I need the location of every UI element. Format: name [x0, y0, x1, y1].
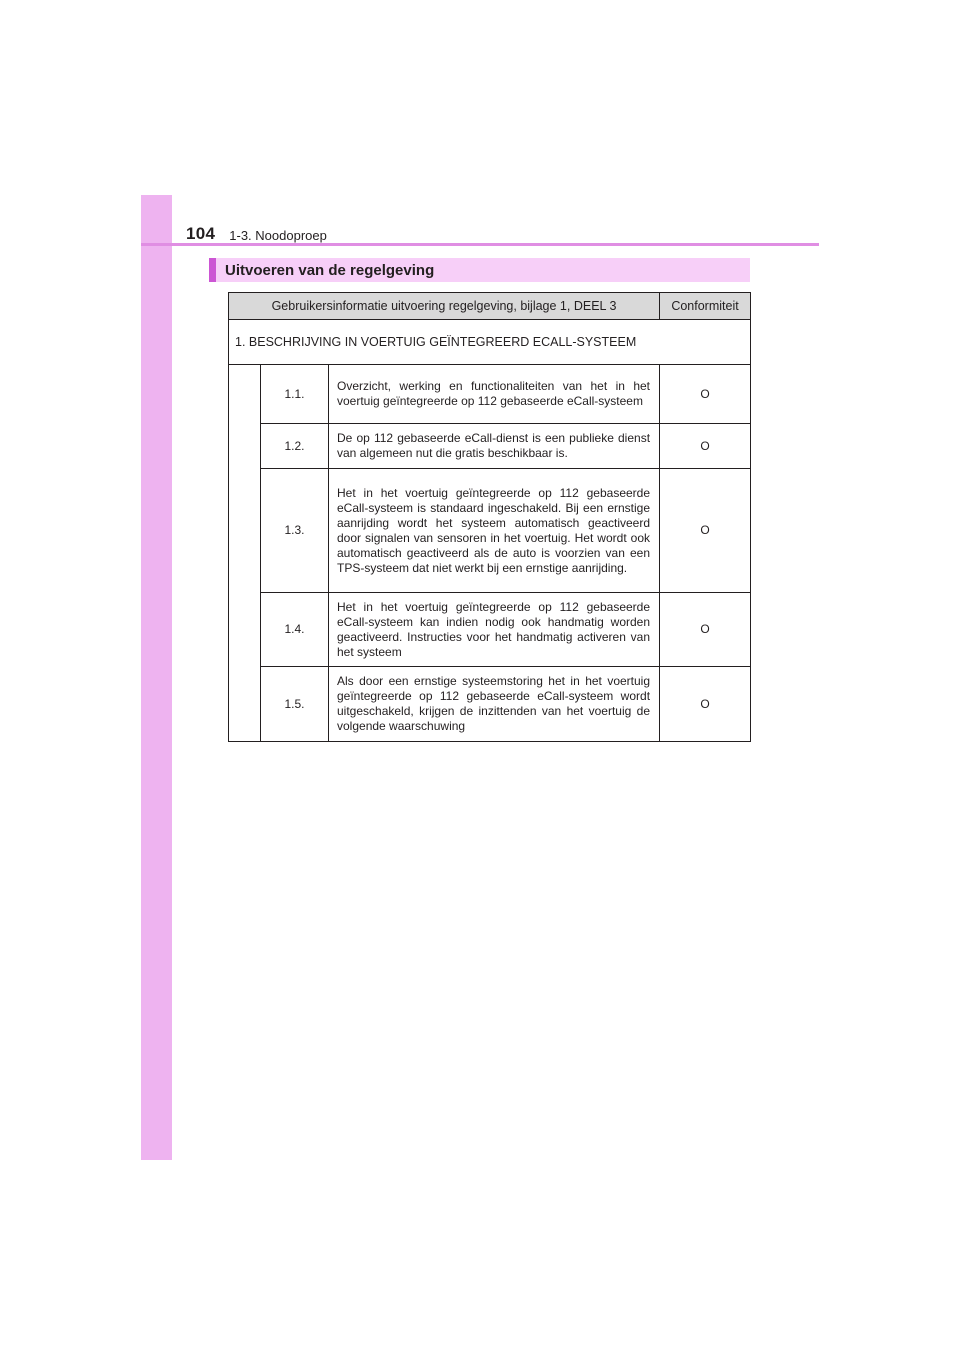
- section-title-row: [229, 320, 751, 365]
- row-text: De op 112 gebaseerde eCall-dienst is een publieke dienst van algemeen nut die gratis beschikbaar is.: [329, 424, 660, 469]
- page-header: [186, 216, 327, 244]
- side-tab-strip: [141, 195, 172, 1160]
- table-row: [229, 424, 751, 469]
- section-label: 1-3. Noodoproep: [229, 228, 327, 243]
- row-number: 1.1.: [261, 365, 329, 424]
- row-number: 1.5.: [261, 667, 329, 742]
- table-row: [229, 469, 751, 593]
- row-text: Overzicht, werking en functionaliteiten van het in het voertuig geïntegreerde op 112 gebaseerde eCall-systeem: [329, 365, 660, 424]
- row-text: Als door een ernstige systeemstoring het in het voertuig geïntegreerde op 112 gebaseerde eCall-systeem wordt uitgeschakeld, krijgen de inzittenden van het voertuig de volgende waarschuwing: [329, 667, 660, 742]
- table-row: [229, 365, 751, 424]
- row-conformity: O: [660, 424, 751, 469]
- row-number: 1.3.: [261, 469, 329, 593]
- row-number: 1.2.: [261, 424, 329, 469]
- row-text: Het in het voertuig geïntegreerde op 112 gebaseerde eCall-systeem kan indien nodig ook handmatig worden geactiveerd. Instructies voor het handmatig activeren van het systeem: [329, 593, 660, 667]
- row-text: Het in het voertuig geïntegreerde op 112 gebaseerde eCall-systeem is standaard ingeschakeld. Bij een ernstige aanrijding wordt het systeem automatisch geactiveerd door signalen van sensoren in het voertuig. Het wordt ook automatisch geactiveerd als de auto is voorzien van een TPS-systeem dat niet werkt bij een ernstige aanrijding.: [329, 469, 660, 593]
- table-row: [229, 667, 751, 742]
- info-column-header: Gebruikersinformatie uitvoering regelgeving, bijlage 1, DEEL 3: [229, 293, 660, 320]
- heading-accent: [209, 258, 216, 282]
- section-heading: [209, 258, 750, 282]
- indent-cell: [229, 365, 261, 742]
- table-header-row: [229, 293, 751, 320]
- row-conformity: O: [660, 365, 751, 424]
- row-number: 1.4.: [261, 593, 329, 667]
- heading-title: Uitvoeren van de regelgeving: [225, 261, 435, 279]
- section-title: 1. BESCHRIJVING IN VOERTUIG GEÏNTEGREERD ECALL-SYSTEEM: [229, 320, 751, 365]
- header-rule: [141, 243, 819, 246]
- table-row: [229, 593, 751, 667]
- page-number: 104: [186, 224, 216, 243]
- row-conformity: O: [660, 593, 751, 667]
- row-conformity: O: [660, 667, 751, 742]
- regulation-table: [228, 292, 751, 742]
- row-conformity: O: [660, 469, 751, 593]
- conformity-column-header: Conformiteit: [660, 293, 751, 320]
